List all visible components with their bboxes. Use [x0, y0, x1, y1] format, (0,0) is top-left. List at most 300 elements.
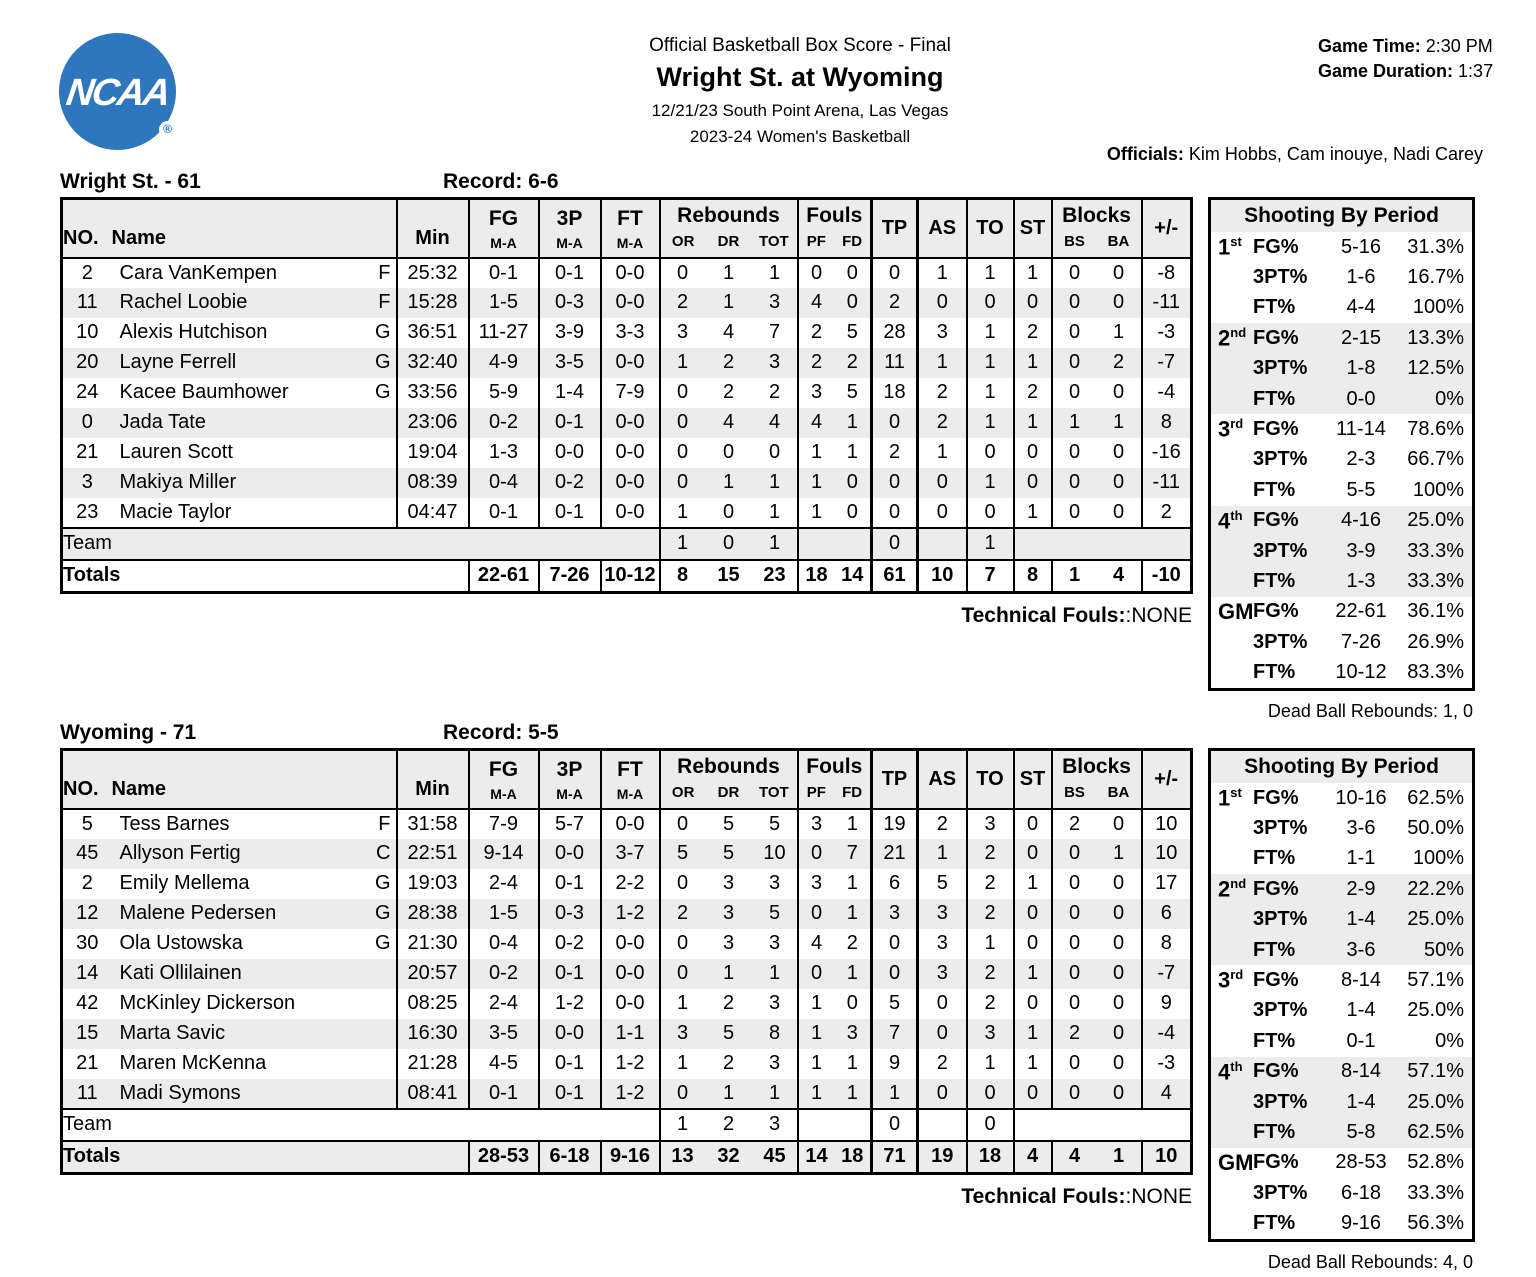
player-ba: 0 — [1112, 441, 1125, 463]
player-fg: 7-9 — [469, 809, 539, 839]
player-row — [62, 318, 1192, 348]
player-fd: 2 — [846, 932, 858, 954]
player-fd: 1 — [846, 902, 858, 924]
shooting-stat-label: FT% — [1253, 1120, 1296, 1143]
shooting-row — [1211, 1087, 1472, 1117]
player-bs: 0 — [1052, 869, 1097, 899]
player-plusminus: -3 — [1142, 318, 1192, 348]
totals-dreb: 15 — [705, 560, 753, 593]
shooting-period-label: GM — [1218, 598, 1254, 624]
player-ft: 1-2 — [601, 899, 660, 929]
player-treb: 7 — [768, 321, 781, 343]
shooting-made-att: 22-61 — [1335, 600, 1387, 623]
player-name: Kacee Baumhower — [119, 381, 289, 403]
player-minutes: 04:47 — [397, 498, 469, 528]
player-name-cell — [112, 1079, 397, 1109]
player-number: 21 — [76, 1052, 99, 1074]
player-fd: 0 — [846, 471, 858, 493]
player-position: G — [374, 872, 391, 894]
player-minutes: 21:30 — [397, 929, 469, 959]
player-name-inner — [120, 501, 391, 524]
player-name-cell — [112, 839, 397, 869]
player-3p: 0-1 — [539, 1079, 601, 1109]
totals-row — [62, 560, 1192, 593]
player-number: 10 — [76, 321, 99, 343]
player-name: Malene Pedersen — [119, 902, 277, 924]
team-content — [60, 197, 1475, 722]
player-treb: 4 — [768, 411, 781, 433]
shooting-made-att: 1-1 — [1346, 847, 1376, 870]
col-plusminus: +/- — [1142, 750, 1192, 809]
shooting-panel-title: Shooting By Period — [1211, 200, 1472, 232]
player-3p: 0-1 — [539, 258, 601, 288]
ordinal-suffix: th — [1230, 1058, 1243, 1074]
team-trailing-blank — [1014, 528, 1192, 560]
player-row — [62, 1049, 1192, 1079]
box-score-rows — [62, 258, 1192, 593]
player-plusminus: -11 — [1142, 468, 1192, 498]
player-ba: 1 — [1112, 842, 1125, 864]
totals-plusminus: 10 — [1142, 1141, 1192, 1174]
player-treb: 3 — [768, 351, 781, 373]
player-plusminus: 10 — [1142, 809, 1192, 839]
shooting-stat-label: 3PT% — [1253, 266, 1308, 289]
player-dreb: 2 — [722, 381, 735, 403]
shooting-pct: 66.7% — [1407, 448, 1464, 471]
shooting-pct: 25.0% — [1407, 509, 1464, 532]
player-name-inner — [120, 842, 391, 865]
dead-ball-rebounds: Dead Ball Rebounds: 4, 0 — [1267, 1251, 1473, 1272]
shooting-pct: 50% — [1423, 938, 1464, 961]
totals-ft: 9-16 — [601, 1141, 660, 1174]
shooting-pct: 62.5% — [1407, 1120, 1464, 1143]
player-name: Rachel Loobie — [119, 291, 248, 313]
shooting-pct: 12.5% — [1407, 357, 1464, 380]
shooting-period-block — [1211, 874, 1472, 965]
player-3p: 0-1 — [539, 1049, 601, 1079]
col-as: AS — [918, 750, 967, 809]
player-as: 3 — [918, 899, 967, 929]
box-score-rows — [62, 809, 1192, 1174]
totals-to: 18 — [967, 1141, 1014, 1174]
col-ft: FT M-A — [601, 750, 660, 809]
player-treb: 1 — [768, 962, 781, 984]
shooting-made-att: 1-4 — [1346, 1090, 1376, 1113]
player-treb: 3 — [768, 1052, 781, 1074]
player-bs: 0 — [1052, 1049, 1097, 1079]
player-ft: 0-0 — [601, 929, 660, 959]
shooting-period-block — [1211, 1148, 1472, 1239]
shooting-row — [1211, 627, 1472, 657]
player-treb: 5 — [768, 902, 781, 924]
player-oreb: 0 — [660, 258, 705, 288]
player-st: 1 — [1014, 348, 1052, 378]
player-as: 3 — [918, 929, 967, 959]
player-plusminus: -3 — [1142, 1049, 1192, 1079]
player-pf: 4 — [798, 408, 835, 438]
player-minutes: 25:32 — [397, 258, 469, 288]
player-pf: 2 — [798, 348, 835, 378]
col-3p: 3P M-A — [539, 750, 601, 809]
ncaa-logo-text: NCAA — [63, 72, 172, 114]
player-plusminus: 10 — [1142, 839, 1192, 869]
player-name-inner — [120, 351, 391, 374]
player-as: 2 — [918, 378, 967, 408]
totals-dreb: 32 — [705, 1141, 753, 1174]
totals-label: Totals — [62, 560, 469, 593]
col-fg: FG M-A — [469, 750, 539, 809]
player-tp: 7 — [872, 1019, 918, 1049]
totals-ba: 4 — [1097, 560, 1142, 593]
player-position: G — [374, 321, 391, 343]
player-ba: 1 — [1112, 321, 1125, 343]
shooting-row — [1211, 506, 1472, 536]
totals-fd: 14 — [835, 560, 872, 593]
totals-st: 4 — [1014, 1141, 1052, 1174]
shooting-made-att: 2-3 — [1346, 448, 1376, 471]
player-as: 1 — [918, 348, 967, 378]
box-header-row — [62, 199, 1192, 258]
player-oreb: 0 — [660, 869, 705, 899]
player-bs: 0 — [1052, 438, 1097, 468]
col-plusminus: +/- — [1142, 199, 1192, 258]
shooting-period-block — [1211, 965, 1472, 1056]
player-name: Makiya Miller — [119, 471, 237, 493]
player-row — [62, 498, 1192, 528]
player-row — [62, 899, 1192, 929]
player-bs: 2 — [1052, 1019, 1097, 1049]
player-name-inner — [120, 992, 391, 1015]
shooting-row — [1211, 657, 1472, 687]
ordinal-suffix: nd — [1230, 876, 1247, 892]
shooting-stat-label: FT% — [1253, 478, 1296, 501]
player-pf: 1 — [798, 1049, 835, 1079]
game-time-line — [1318, 34, 1493, 59]
shooting-stat-label: FG% — [1253, 877, 1299, 900]
player-oreb: 2 — [660, 288, 705, 318]
shooting-row — [1211, 1148, 1472, 1178]
player-tp: 9 — [872, 1049, 918, 1079]
shooting-pct: 33.3% — [1407, 1181, 1464, 1204]
col-no: NO. — [62, 199, 112, 258]
player-fg: 0-1 — [469, 258, 539, 288]
shooting-pct: 25.0% — [1407, 908, 1464, 931]
technical-fouls-label: Technical Fouls: — [961, 1185, 1126, 1208]
player-st: 1 — [1014, 1019, 1052, 1049]
officials-names: Kim Hobbs, Cam inouye, Nadi Carey — [1188, 144, 1483, 164]
player-name: Cara VanKempen — [119, 261, 277, 284]
shooting-made-att: 2-9 — [1346, 877, 1376, 900]
shooting-period-label: 2nd — [1218, 325, 1247, 351]
player-fd: 0 — [846, 291, 858, 313]
shooting-pct: 57.1% — [1407, 969, 1464, 992]
player-ba: 0 — [1112, 381, 1125, 403]
player-ba: 0 — [1112, 992, 1125, 1014]
player-fd: 7 — [846, 842, 858, 864]
player-ft: 1-1 — [601, 1019, 660, 1049]
player-minutes: 33:56 — [397, 378, 469, 408]
shooting-stat-label: 3PT% — [1253, 357, 1308, 380]
team-title-row — [60, 721, 1475, 748]
shooting-pct: 36.1% — [1407, 600, 1464, 623]
player-minutes: 32:40 — [397, 348, 469, 378]
shooting-row — [1211, 783, 1472, 813]
player-name-inner — [120, 1082, 391, 1105]
player-to: 2 — [967, 899, 1014, 929]
shooting-period-label: 1st — [1218, 234, 1242, 260]
player-minutes: 21:28 — [397, 1049, 469, 1079]
officials-label: Officials: — [1106, 144, 1184, 164]
player-name-inner — [120, 1052, 391, 1075]
player-treb: 1 — [768, 261, 781, 284]
player-fd: 1 — [846, 1052, 858, 1074]
totals-tp: 61 — [872, 560, 918, 593]
player-fd: 5 — [846, 321, 858, 343]
shooting-stat-label: FG% — [1253, 418, 1299, 441]
player-to: 0 — [967, 288, 1014, 318]
player-minutes: 08:25 — [397, 989, 469, 1019]
player-pf: 1 — [798, 498, 835, 528]
player-fg: 4-5 — [469, 1049, 539, 1079]
totals-as: 19 — [918, 1141, 967, 1174]
player-3p: 0-1 — [539, 498, 601, 528]
col-name: Name — [112, 199, 397, 258]
player-treb: 10 — [763, 842, 786, 864]
player-ba: 0 — [1112, 902, 1125, 924]
player-oreb: 0 — [660, 1079, 705, 1109]
player-row — [62, 1019, 1192, 1049]
player-number: 5 — [81, 812, 93, 835]
player-minutes: 36:51 — [397, 318, 469, 348]
player-row — [62, 378, 1192, 408]
player-st: 1 — [1014, 959, 1052, 989]
player-dreb: 3 — [722, 872, 735, 894]
shooting-row — [1211, 935, 1472, 965]
shooting-made-att: 6-18 — [1340, 1181, 1382, 1204]
player-dreb: 1 — [722, 291, 735, 313]
player-as: 3 — [918, 959, 967, 989]
player-number: 30 — [76, 932, 99, 954]
team-section-away — [60, 170, 1475, 722]
report-title: Official Basketball Box Score - Final — [649, 35, 951, 56]
shooting-made-att: 5-16 — [1340, 235, 1382, 258]
player-fd: 0 — [846, 500, 858, 523]
player-name-inner — [120, 381, 391, 404]
shooting-period-block — [1211, 597, 1472, 688]
player-number: 42 — [76, 992, 99, 1014]
ordinal-suffix: th — [1230, 507, 1243, 523]
player-name-inner — [120, 962, 391, 985]
player-pf: 1 — [798, 468, 835, 498]
shooting-by-period-panel — [1208, 748, 1475, 1242]
player-pf: 3 — [798, 378, 835, 408]
player-fg: 0-4 — [469, 929, 539, 959]
player-name-inner — [120, 932, 391, 955]
player-row — [62, 989, 1192, 1019]
shooting-pct: 13.3% — [1407, 326, 1464, 349]
player-as: 0 — [918, 468, 967, 498]
player-3p: 1-2 — [539, 989, 601, 1019]
dead-ball-rebounds: Dead Ball Rebounds: 1, 0 — [1267, 700, 1473, 721]
team-to: 1 — [967, 528, 1014, 560]
player-minutes: 19:03 — [397, 869, 469, 899]
player-dreb: 2 — [722, 1052, 735, 1074]
col-ft: FT M-A — [601, 199, 660, 258]
team-tp: 0 — [872, 528, 918, 560]
totals-as: 10 — [918, 560, 967, 593]
player-to: 1 — [967, 929, 1014, 959]
player-ba: 0 — [1112, 932, 1125, 954]
shooting-stat-label: FT% — [1253, 1212, 1296, 1235]
player-dreb: 3 — [722, 932, 735, 954]
technical-fouls-value: :NONE — [1125, 1185, 1192, 1208]
shooting-made-att: 7-26 — [1340, 630, 1382, 653]
player-ft: 0-0 — [601, 288, 660, 318]
shooting-stat-label: FT% — [1253, 938, 1296, 961]
shooting-stat-label: 3PT% — [1253, 1090, 1308, 1113]
player-fg: 1-5 — [469, 288, 539, 318]
player-name: Tess Barnes — [119, 812, 230, 835]
col-st: ST — [1014, 199, 1052, 258]
player-3p: 0-0 — [539, 438, 601, 468]
player-dreb: 5 — [722, 812, 735, 835]
player-pf: 2 — [798, 318, 835, 348]
player-fg: 2-4 — [469, 989, 539, 1019]
shooting-made-att: 11-14 — [1336, 418, 1386, 441]
player-name-inner — [120, 902, 391, 925]
player-dreb: 4 — [722, 321, 735, 343]
player-3p: 0-1 — [539, 869, 601, 899]
totals-tp: 71 — [872, 1141, 918, 1174]
player-dreb: 0 — [722, 500, 735, 523]
technical-fouls-line — [60, 1185, 1192, 1209]
shooting-column — [1208, 748, 1475, 1273]
player-st: 0 — [1014, 468, 1052, 498]
player-name-cell — [112, 468, 397, 498]
shooting-row — [1211, 262, 1472, 292]
player-treb: 5 — [768, 812, 781, 835]
player-treb: 3 — [768, 992, 781, 1014]
player-ft: 1-2 — [601, 1049, 660, 1079]
player-minutes: 28:38 — [397, 899, 469, 929]
col-fouls: Fouls PF FD — [798, 750, 872, 809]
totals-row — [62, 1141, 1192, 1174]
technical-fouls-label: Technical Fouls: — [961, 604, 1126, 627]
team-rebounds-row — [62, 1109, 1192, 1141]
col-name: Name — [112, 750, 397, 809]
totals-fd: 18 — [835, 1141, 872, 1174]
player-pf: 1 — [798, 438, 835, 468]
league-label: 2023-24 Women's Basketball — [689, 127, 911, 146]
player-ft: 0-0 — [601, 438, 660, 468]
game-duration-value: 1:37 — [1458, 61, 1494, 81]
shooting-made-att: 1-4 — [1346, 999, 1376, 1022]
player-name-cell — [112, 869, 397, 899]
player-to: 1 — [967, 1049, 1014, 1079]
team-oreb: 1 — [660, 1109, 705, 1141]
player-tp: 0 — [872, 258, 918, 288]
player-position: G — [374, 351, 391, 373]
box-score-column — [60, 748, 1192, 1209]
player-oreb: 1 — [660, 1049, 705, 1079]
player-to: 2 — [967, 869, 1014, 899]
player-name-cell — [112, 809, 397, 839]
shooting-pct: 78.6% — [1407, 418, 1464, 441]
player-oreb: 1 — [660, 498, 705, 528]
player-name: Kati Ollilainen — [119, 962, 242, 984]
shooting-stat-label: 3PT% — [1253, 999, 1308, 1022]
shooting-pct: 22.2% — [1407, 877, 1464, 900]
player-to: 1 — [967, 258, 1014, 288]
player-number: 15 — [76, 1022, 99, 1044]
totals-treb: 45 — [753, 1141, 798, 1174]
player-treb: 1 — [768, 500, 781, 523]
player-as: 5 — [918, 869, 967, 899]
player-name-cell — [112, 288, 397, 318]
player-dreb: 2 — [722, 992, 735, 1014]
player-minutes: 08:41 — [397, 1079, 469, 1109]
player-dreb: 2 — [722, 351, 735, 373]
player-oreb: 0 — [660, 468, 705, 498]
totals-fg: 22-61 — [469, 560, 539, 593]
shooting-stat-label: FG% — [1253, 969, 1299, 992]
player-dreb: 1 — [722, 1081, 735, 1104]
ordinal-suffix: st — [1230, 234, 1242, 250]
player-as: 3 — [918, 318, 967, 348]
totals-to: 7 — [967, 560, 1014, 593]
player-dreb: 4 — [722, 411, 735, 433]
shooting-row — [1211, 475, 1472, 505]
team-content — [60, 748, 1475, 1273]
shooting-pct: 0% — [1435, 387, 1464, 410]
player-tp: 2 — [872, 438, 918, 468]
player-bs: 0 — [1052, 1079, 1097, 1109]
player-name-inner — [120, 321, 391, 344]
player-name-cell — [112, 1019, 397, 1049]
shooting-row — [1211, 384, 1472, 414]
player-number: 11 — [76, 1081, 98, 1104]
col-blocks: Blocks BS BA — [1052, 199, 1142, 258]
player-number: 20 — [76, 351, 99, 373]
player-bs: 0 — [1052, 498, 1097, 528]
player-oreb: 2 — [660, 899, 705, 929]
player-name: Lauren Scott — [119, 441, 233, 463]
player-number: 23 — [76, 500, 99, 523]
ordinal-suffix: st — [1230, 785, 1242, 801]
shooting-stat-label: 3PT% — [1253, 908, 1308, 931]
shooting-stat-label: FG% — [1253, 235, 1299, 258]
player-as: 0 — [918, 288, 967, 318]
player-st: 2 — [1014, 378, 1052, 408]
player-3p: 0-2 — [539, 929, 601, 959]
player-name-inner — [120, 411, 391, 434]
player-st: 0 — [1014, 989, 1052, 1019]
shooting-made-att: 0-1 — [1346, 1029, 1376, 1052]
player-fg: 3-5 — [469, 1019, 539, 1049]
player-3p: 0-1 — [539, 408, 601, 438]
player-row — [62, 288, 1192, 318]
player-as: 0 — [918, 498, 967, 528]
ncaa-logo — [59, 33, 176, 150]
player-bs: 0 — [1052, 348, 1097, 378]
player-3p: 0-3 — [539, 899, 601, 929]
shooting-period-label: 2nd — [1218, 876, 1247, 902]
player-ft: 0-0 — [601, 258, 660, 288]
team-row-label: Team — [62, 1109, 660, 1141]
shooting-stat-label: FT% — [1253, 569, 1296, 592]
player-to: 0 — [967, 1079, 1014, 1109]
shooting-row — [1211, 414, 1472, 444]
